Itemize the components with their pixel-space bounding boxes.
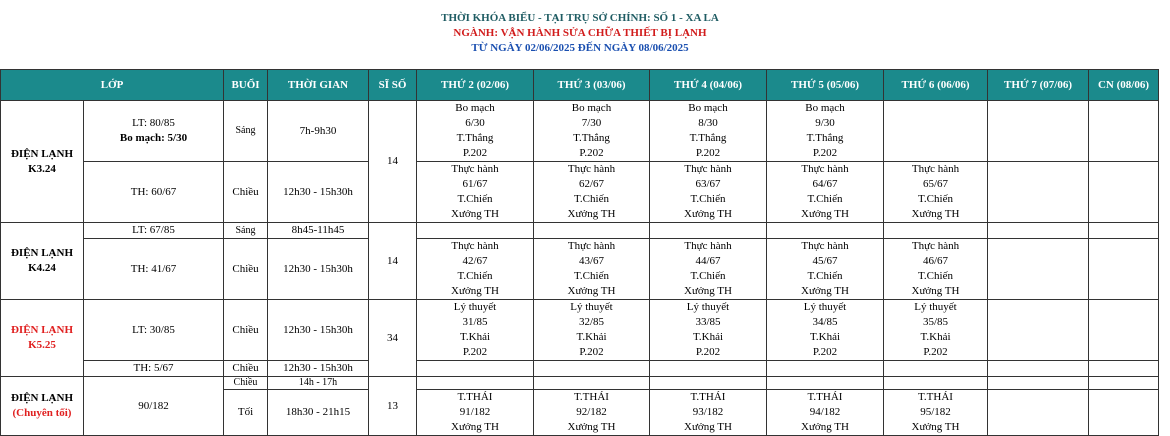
cell-line: P.202 (812, 147, 838, 159)
cell-line: Thực hành (801, 240, 849, 252)
cell-line: 92/182 (576, 406, 607, 418)
cell-line: Bo mạch (455, 102, 495, 114)
timetable (0, 69, 1159, 436)
schedule-cell (988, 223, 1089, 239)
cell-line: Xưởng TH (684, 285, 732, 297)
schedule-cell (1089, 300, 1159, 361)
cell-line: Bo mạch (805, 102, 845, 114)
cell-line: T.Chiến (457, 193, 493, 205)
col-thoigian: THỜI GIAN (268, 70, 369, 101)
class-info: 90/182 (84, 377, 224, 436)
schedule-cell (988, 361, 1089, 377)
col-thu3: THỨ 3 (03/06) (534, 70, 650, 101)
schedule-cell (650, 239, 767, 300)
schedule-cell (884, 223, 988, 239)
schedule-cell (534, 239, 650, 300)
schedule-cell (417, 390, 534, 436)
schedule-cell (1089, 223, 1159, 239)
schedule-cell (767, 377, 884, 390)
cell-line: 91/182 (459, 406, 491, 418)
cell-line: 95/182 (920, 406, 951, 418)
schedule-cell (988, 300, 1089, 361)
cell-line: Xưởng TH (567, 421, 616, 433)
schedule-cell (884, 361, 988, 377)
schedule-cell (884, 300, 988, 361)
schedule-cell (650, 300, 767, 361)
schedule-cell (650, 377, 767, 390)
cell-line: 34/85 (812, 316, 838, 328)
cell-line: Lý thuyết (803, 301, 847, 313)
schedule-cell (417, 162, 534, 223)
schedule-cell (534, 377, 650, 390)
cell-line: Xưởng TH (567, 208, 616, 220)
schedule-cell (534, 300, 650, 361)
cell-line: 64/67 (812, 178, 838, 190)
cell-line: Xưởng TH (451, 421, 499, 433)
class-info: LT: 30/85 (84, 300, 224, 361)
cell-line: T.Chiến (690, 193, 726, 205)
class-info: LT: 80/85 Bo mạch: 5/30 (84, 101, 224, 162)
cell-line: Xưởng TH (801, 421, 849, 433)
cell-line: P.202 (812, 346, 838, 358)
cell-line: T.Chiến (574, 193, 609, 205)
col-cn: CN (08/06) (1089, 70, 1159, 101)
schedule-cell (1089, 101, 1159, 162)
schedule-cell (884, 377, 988, 390)
cell-line: Thực hành (684, 240, 732, 252)
cell-line: P.202 (462, 147, 488, 159)
cell-line: Xưởng TH (451, 285, 499, 297)
cell-line: 46/67 (922, 255, 949, 267)
cell-line: T.Chiến (918, 270, 953, 282)
cell-line: 43/67 (578, 255, 605, 267)
col-lop: LỚP (1, 70, 224, 101)
table-row (1, 300, 1159, 361)
schedule-cell (884, 101, 988, 162)
cell-line: 94/182 (809, 406, 841, 418)
cell-line: 65/67 (922, 178, 949, 190)
time: 18h30 - 21h15 (268, 390, 369, 436)
cell-line: T.Chiến (457, 270, 493, 282)
col-thu5: THỨ 5 (05/06) (767, 70, 884, 101)
cell-line: P.202 (923, 346, 948, 358)
schedule-cell (988, 390, 1089, 436)
class-name: ĐIỆN LẠNH K3.24 (1, 101, 84, 223)
session: Chiều (224, 377, 268, 390)
class-size: 14 (369, 101, 417, 223)
cell-line: T.Khải (809, 331, 841, 343)
schedule-cell (650, 390, 767, 436)
session: Chiều (224, 162, 268, 223)
col-buoi: BUỔI (224, 70, 268, 101)
cell-line: Xưởng TH (684, 208, 732, 220)
title-line-2: NGÀNH: VẬN HÀNH SỬA CHỮA THIẾT BỊ LẠNH (453, 27, 707, 39)
class-info: TH: 60/67 (84, 162, 224, 223)
cell-line: P.202 (579, 147, 604, 159)
title-line-1: THỜI KHÓA BIỂU - TẠI TRỤ SỞ CHÍNH: SỐ 1 - XA LA (441, 12, 719, 24)
cell-line: Thực hành (567, 240, 616, 252)
cell-line: Xưởng TH (911, 208, 960, 220)
col-thu7: THỨ 7 (07/06) (988, 70, 1089, 101)
schedule-cell (534, 361, 650, 377)
schedule-cell (417, 361, 534, 377)
class-name: ĐIỆN LẠNH (Chuyên tối) (1, 377, 84, 436)
col-thu4: THỨ 4 (04/06) (650, 70, 767, 101)
cell-line: 35/85 (922, 316, 949, 328)
schedule-cell (650, 361, 767, 377)
schedule-cell (884, 390, 988, 436)
session: Tối (224, 390, 268, 436)
time: 7h-9h30 (268, 101, 369, 162)
cell-line: P.202 (695, 346, 721, 358)
table-row (1, 361, 1159, 377)
class-size: 13 (369, 377, 417, 436)
cell-line: Lý thuyết (686, 301, 730, 313)
time: 12h30 - 15h30h (268, 239, 369, 300)
cell-line: T.Thắng (456, 132, 494, 144)
cell-line: Thực hành (911, 163, 960, 175)
cell-line: Bo mạch (688, 102, 728, 114)
cell-line: Xưởng TH (911, 421, 960, 433)
cell-line: T.Chiến (807, 270, 843, 282)
schedule-cell (650, 223, 767, 239)
col-thu6: THỨ 6 (06/06) (884, 70, 988, 101)
table-row (1, 101, 1159, 162)
class-name: ĐIỆN LẠNH K4.24 (1, 223, 84, 300)
cell-line: P.202 (462, 346, 488, 358)
title-line-3: TỪ NGÀY 02/06/2025 ĐẾN NGÀY 08/06/2025 (471, 42, 689, 54)
cell-line: Lý thuyết (453, 301, 497, 313)
schedule-cell (417, 223, 534, 239)
cell-line: T.THÁI (918, 391, 953, 403)
time: 12h30 - 15h30h (268, 300, 369, 361)
cell-line: 93/182 (692, 406, 724, 418)
schedule-cell (767, 300, 884, 361)
cell-line: Thực hành (451, 163, 499, 175)
session: Chiều (224, 239, 268, 300)
schedule-cell (417, 239, 534, 300)
cell-line: 7/30 (581, 117, 602, 129)
cell-line: Xưởng TH (801, 285, 849, 297)
schedule-cell (767, 223, 884, 239)
schedule-cell (534, 223, 650, 239)
cell-line: 8/30 (698, 117, 718, 129)
cell-line: Lý thuyết (914, 301, 957, 313)
schedule-cell (417, 300, 534, 361)
cell-line: T.Chiến (918, 193, 953, 205)
time: 12h30 - 15h30h (268, 361, 369, 377)
schedule-cell (988, 239, 1089, 300)
time: 8h45-11h45 (268, 223, 369, 239)
cell-line: 44/67 (695, 255, 721, 267)
cell-line: T.Khải (459, 331, 491, 343)
cell-line: T.Thắng (573, 132, 610, 144)
schedule-cell (650, 101, 767, 162)
table-row (1, 239, 1159, 300)
schedule-cell (767, 239, 884, 300)
col-thu2: THỨ 2 (02/06) (417, 70, 534, 101)
schedule-cell (988, 162, 1089, 223)
cell-line: 61/67 (462, 178, 488, 190)
cell-line: 42/67 (462, 255, 488, 267)
cell-line: Xưởng TH (567, 285, 616, 297)
schedule-cell (767, 361, 884, 377)
cell-line: Thực hành (451, 240, 499, 252)
class-info: TH: 5/67 (84, 361, 224, 377)
table-row (1, 162, 1159, 223)
cell-line: T.Thắng (689, 132, 727, 144)
session: Sáng (224, 223, 268, 239)
session: Sáng (224, 101, 268, 162)
cell-line: 45/67 (812, 255, 838, 267)
class-info: LT: 67/85 (84, 223, 224, 239)
cell-line: Xưởng TH (911, 285, 960, 297)
cell-line: T.Chiến (690, 270, 726, 282)
col-siso: SĨ SỐ (369, 70, 417, 101)
cell-line: Thực hành (911, 240, 960, 252)
cell-line: T.Chiến (574, 270, 609, 282)
cell-line: 9/30 (815, 117, 835, 129)
cell-line: Thực hành (801, 163, 849, 175)
cell-line: T.THÁI (574, 391, 609, 403)
schedule-cell (988, 101, 1089, 162)
schedule-cell (417, 377, 534, 390)
schedule-cell (1089, 361, 1159, 377)
schedule-cell (417, 101, 534, 162)
class-name: ĐIỆN LẠNH K5.25 (1, 300, 84, 377)
class-size: 34 (369, 300, 417, 377)
schedule-cell (650, 162, 767, 223)
cell-line: Bo mạch (571, 102, 612, 114)
cell-line: Xưởng TH (451, 208, 499, 220)
cell-line: Thực hành (684, 163, 732, 175)
cell-line: Thực hành (567, 163, 616, 175)
cell-line: T.Khải (576, 331, 607, 343)
schedule-cell (1089, 377, 1159, 390)
table-row (1, 223, 1159, 239)
schedule-cell (767, 162, 884, 223)
cell-line: T.Khải (692, 331, 724, 343)
schedule-cell (884, 239, 988, 300)
schedule-cell (1089, 162, 1159, 223)
cell-line: P.202 (695, 147, 721, 159)
time: 12h30 - 15h30h (268, 162, 369, 223)
schedule-cell (534, 390, 650, 436)
session: Chiều (224, 361, 268, 377)
table-row (1, 377, 1159, 390)
cell-line: T.THÁI (807, 391, 843, 403)
cell-line: Xưởng TH (801, 208, 849, 220)
schedule-cell (1089, 239, 1159, 300)
schedule-cell (884, 162, 988, 223)
schedule-cell (534, 101, 650, 162)
cell-line: 63/67 (695, 178, 721, 190)
schedule-cell (1089, 390, 1159, 436)
time: 14h - 17h (268, 377, 369, 390)
class-info: TH: 41/67 (84, 239, 224, 300)
cell-line: 62/67 (578, 178, 605, 190)
cell-line: P.202 (579, 346, 604, 358)
schedule-cell (988, 377, 1089, 390)
cell-line: T.THÁI (457, 391, 493, 403)
schedule-cell (767, 101, 884, 162)
cell-line: T.Chiến (807, 193, 843, 205)
cell-line: 31/85 (462, 316, 488, 328)
cell-line: Lý thuyết (570, 301, 613, 313)
cell-line: Xưởng TH (684, 421, 732, 433)
header-row (1, 70, 1159, 101)
cell-line: 32/85 (578, 316, 605, 328)
cell-line: 33/85 (695, 316, 721, 328)
cell-line: T.Khải (920, 331, 951, 343)
cell-line: 6/30 (465, 117, 485, 129)
cell-line: T.Thắng (806, 132, 844, 144)
schedule-cell (534, 162, 650, 223)
session: Chiều (224, 300, 268, 361)
cell-line: T.THÁI (690, 391, 726, 403)
class-size: 14 (369, 223, 417, 300)
schedule-cell (767, 390, 884, 436)
